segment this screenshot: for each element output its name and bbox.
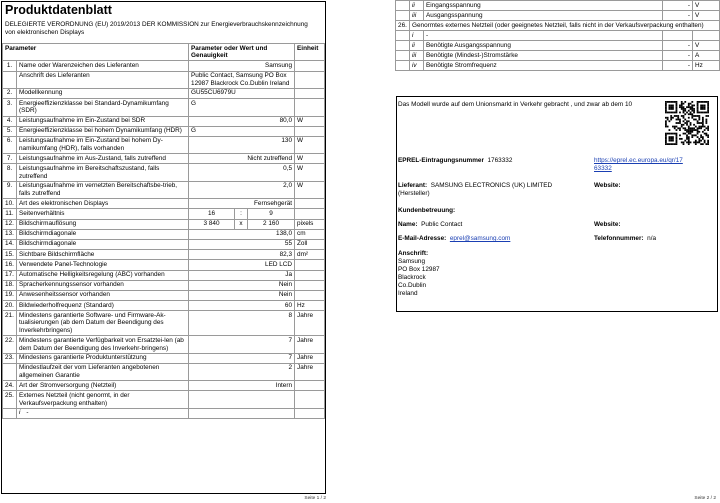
row-value: 8 <box>189 311 295 336</box>
table-row <box>3 408 325 418</box>
row-sub-index: i <box>410 31 424 41</box>
supplier-label: Lieferant: <box>398 182 428 189</box>
row-number <box>396 31 410 41</box>
row-value: LED LCD <box>189 260 295 270</box>
table-row <box>3 154 325 164</box>
table-row <box>3 181 325 198</box>
row-value: Nicht zutreffend <box>189 154 295 164</box>
row-number: 22. <box>3 336 17 353</box>
row-value-b: 2 160 <box>248 219 295 229</box>
row-number: 18. <box>3 280 17 290</box>
table-row <box>396 31 720 41</box>
row-unit: Hz <box>693 61 720 71</box>
row-value: Nein <box>189 280 295 290</box>
product-data-table <box>2 43 325 419</box>
page-2 <box>390 0 720 503</box>
row-label: - <box>424 31 663 41</box>
row-unit <box>295 391 325 408</box>
row-number: 21. <box>3 311 17 336</box>
row-number: 11. <box>3 209 17 219</box>
row-label: Automatische Helligkeitsregelung (ABC) vorhanden <box>17 270 189 280</box>
row-unit <box>295 71 325 88</box>
row-label: Externes Netzteil (nicht genormt, in der Verkaufsverpackung enthalten) <box>17 391 189 408</box>
row-sub-index: iii <box>410 11 424 21</box>
row-number <box>396 51 410 61</box>
row-value: G <box>189 99 295 116</box>
row-label: Name oder Warenzeichen des Lieferanten <box>17 61 189 71</box>
row-number: 9. <box>3 181 17 198</box>
table-row <box>3 199 325 209</box>
row-value: Ja <box>189 270 295 280</box>
row-number: 1. <box>3 61 17 71</box>
row-label: Mindestens garantierte Produktunterstützung <box>17 353 189 363</box>
support-label: Kundenbetreuung: <box>398 207 456 214</box>
address-line: Blackrock <box>398 274 426 281</box>
table-row <box>3 71 325 88</box>
row-number <box>3 408 17 418</box>
qr-code-icon <box>665 101 709 145</box>
row-unit: W <box>295 116 325 126</box>
eprel-link-line-1[interactable]: https://eprel.ec.europa.eu/qr/17 <box>594 157 683 164</box>
row-unit <box>295 408 325 418</box>
row-unit <box>295 381 325 391</box>
row-value: G <box>189 126 295 136</box>
row-label: Spracherkennungssensor vorhanden <box>17 280 189 290</box>
header-value: Parameter oder Wert und Genauigkeit <box>189 44 295 61</box>
row-number: 24. <box>3 381 17 391</box>
table-row <box>3 126 325 136</box>
row-number: 2. <box>3 88 17 98</box>
row-label: Bildschirmdiagonale <box>17 239 189 249</box>
table-header-row <box>3 44 325 61</box>
eprel-reg-label: EPREL-Eintragungsnummer <box>398 157 484 164</box>
row-sub-index: iii <box>410 51 424 61</box>
row-value: 7 <box>189 336 295 353</box>
row-number: 23. <box>3 353 17 363</box>
row-value <box>189 408 295 418</box>
email-link[interactable]: eprel@samsung.com <box>449 235 511 242</box>
row-number: 6. <box>3 136 17 153</box>
row-unit <box>295 260 325 270</box>
address-line: Ireland <box>398 290 418 297</box>
row-label: Energieeffizienzklasse bei Standard-Dynamikumfang (SDR) <box>17 99 189 116</box>
row-unit <box>295 99 325 116</box>
row-unit: V <box>693 41 720 51</box>
page-number: Seite 2 / 2 <box>694 496 716 502</box>
row-value: - <box>663 1 693 11</box>
row-label: Modellkennung <box>17 88 189 98</box>
row-number <box>396 1 410 11</box>
row-label: Mindestens garantierte Verfügbarkeit von Ersatztei-len (ab dem Datum der Beendigung des Inverkehr-bringens) <box>17 336 189 353</box>
eprel-box <box>396 96 718 312</box>
page-1 <box>0 0 330 503</box>
row-value: - <box>663 41 693 51</box>
row-number: 12. <box>3 219 17 229</box>
name-label: Name: <box>398 221 418 228</box>
row-number: 26. <box>396 21 410 31</box>
row-number: 19. <box>3 290 17 300</box>
address-label: Anschrift: <box>398 250 429 257</box>
address-line: Co.Dublin <box>398 282 427 289</box>
row-number <box>3 71 17 88</box>
eprel-link-line-2[interactable]: 63332 <box>594 165 612 172</box>
row-label: Leistungsaufnahme im Ein-Zustand bei SDR <box>17 116 189 126</box>
table-row <box>3 164 325 181</box>
table-row <box>3 311 325 336</box>
table-row <box>3 270 325 280</box>
row-label: Sichtbare Bildschirmfläche <box>17 250 189 260</box>
supplier-value: SAMSUNG ELECTRONICS (UK) LIMITED (Hersteller) <box>398 182 553 197</box>
row-label: Bildschirmauflösung <box>17 219 189 229</box>
row-value: 60 <box>189 301 295 311</box>
row-unit <box>295 88 325 98</box>
row-unit: W <box>295 136 325 153</box>
row-value: 82,3 <box>189 250 295 260</box>
row-number: 7. <box>3 154 17 164</box>
row-label: Ausgangsspannung <box>424 11 663 21</box>
row-label: Leistungsaufnahme im Ein-Zustand bei hohem Dy-namikumfang (HDR), falls vorhanden <box>17 136 189 153</box>
row-unit: Zoll <box>295 239 325 249</box>
row-value-a: 3 840 <box>189 219 235 229</box>
row-label: Seitenverhältnis <box>17 209 189 219</box>
row-unit: A <box>693 51 720 61</box>
row-number: 4. <box>3 116 17 126</box>
row-label: Benötigte Stromfrequenz <box>424 61 663 71</box>
row-number <box>3 363 17 380</box>
row-value: Samsung <box>189 61 295 71</box>
table-row <box>3 363 325 380</box>
row-unit: W <box>295 181 325 198</box>
row-label-text: - <box>26 409 29 417</box>
table-row <box>3 136 325 153</box>
row-value: 138,0 <box>189 229 295 239</box>
table-row <box>3 353 325 363</box>
table-row <box>3 239 325 249</box>
row-value: 55 <box>189 239 295 249</box>
row-value: 0,5 <box>189 164 295 181</box>
row-unit: W <box>295 154 325 164</box>
row-unit: cm <box>295 229 325 239</box>
row-label: Eingangsspannung <box>424 1 663 11</box>
row-unit <box>693 31 720 41</box>
row-label: Genormtes externes Netzteil (oder geeignetes Netzteil, falls nicht in der Verkaufsverpackung enthalten) <box>410 21 720 31</box>
row-number: 14. <box>3 239 17 249</box>
header-unit: Einheit <box>295 44 325 61</box>
row-value <box>663 31 693 41</box>
row-value <box>189 391 295 408</box>
row-number: 16. <box>3 260 17 270</box>
row-value-sep: : <box>235 209 248 219</box>
row-sub-index: ii <box>410 41 424 51</box>
row-label: Energieeffizienzklasse bei hohem Dynamikumfang (HDR) <box>17 126 189 136</box>
row-sub-index: ii <box>410 1 424 11</box>
row-number: 13. <box>3 229 17 239</box>
row-number: 3. <box>3 99 17 116</box>
table-row <box>3 290 325 300</box>
row-unit: W <box>295 164 325 181</box>
row-value: Public Contact, Samsung PO Box 12987 Blackrock Co.Dublin Ireland <box>189 71 295 88</box>
row-unit: Hz <box>295 301 325 311</box>
row-label <box>17 408 189 418</box>
table-row <box>3 280 325 290</box>
row-value: 80,0 <box>189 116 295 126</box>
row-label: Mindestlaufzeit der vom Lieferanten angebotenen allgemeinen Garantie <box>17 363 189 380</box>
row-number <box>396 11 410 21</box>
row-unit: V <box>693 1 720 11</box>
name-value: Public Contact <box>421 221 463 228</box>
table-row <box>3 301 325 311</box>
table-row <box>3 209 325 219</box>
table-row <box>3 219 325 229</box>
row-label: Bildschirmdiagonale <box>17 229 189 239</box>
row-number <box>396 61 410 71</box>
row-unit <box>295 290 325 300</box>
row-value-b: 9 <box>248 209 295 219</box>
table-row <box>396 1 720 11</box>
table-row <box>3 229 325 239</box>
address-block <box>398 250 440 298</box>
row-label: Leistungsaufnahme im Bereitschaftszustand, falls zutreffend <box>17 164 189 181</box>
row-label: Anschrift des Lieferanten <box>17 71 189 88</box>
table-row <box>396 51 720 61</box>
row-value: 2 <box>189 363 295 380</box>
market-date-text: Das Modell wurde auf dem Unionsmarkt in Verkehr gebracht , und zwar ab dem 10 <box>398 101 633 108</box>
row-sub-index: iv <box>410 61 424 71</box>
row-label: Mindestens garantierte Software- und Firmware-Ak-tualisierungen (ab dem Datum der Beendigung des Inverkehrbringens) <box>17 311 189 336</box>
row-value: Fernsehgerät <box>189 199 295 209</box>
row-unit <box>295 270 325 280</box>
row-value: GU55CU6979U <box>189 88 295 98</box>
row-number: 25. <box>3 391 17 408</box>
row-value: 7 <box>189 353 295 363</box>
row-number: 10. <box>3 199 17 209</box>
table-row <box>3 88 325 98</box>
row-unit: Jahre <box>295 363 325 380</box>
row-label: Benötigte (Mindest-)Stromstärke <box>424 51 663 61</box>
table-row <box>3 99 325 116</box>
table-row <box>3 116 325 126</box>
row-label: Leistungsaufnahme im vernetzten Bereitschaftsbe-trieb, falls zutreffend <box>17 181 189 198</box>
table-row <box>3 61 325 71</box>
row-number: 8. <box>3 164 17 181</box>
row-number: 17. <box>3 270 17 280</box>
row-label: Art des elektronischen Displays <box>17 199 189 209</box>
regulation-subtitle: DELEGIERTE VERORDNUNG (EU) 2019/2013 DER KOMMISSION zur Energieverbrauchskennzeichnung von elektronischen Displays <box>5 21 308 36</box>
row-label: Art der Stromversorgung (Netzteil) <box>17 381 189 391</box>
header-param: Parameter <box>3 44 189 61</box>
address-line: Samsung <box>398 258 425 265</box>
row-sub-index: i <box>19 409 21 417</box>
row-value: Nein <box>189 290 295 300</box>
row-unit: Jahre <box>295 336 325 353</box>
row-unit: Jahre <box>295 311 325 336</box>
table-row <box>3 391 325 408</box>
website-label-2: Website: <box>594 221 621 228</box>
row-value: 2,0 <box>189 181 295 198</box>
page-title: Produktdatenblatt <box>5 3 112 17</box>
row-label: Anwesenheitssensor vorhanden <box>17 290 189 300</box>
row-unit: pixels <box>295 219 325 229</box>
table-row <box>396 61 720 71</box>
table-row <box>396 41 720 51</box>
phone-label: Telefonnummer: <box>594 235 644 242</box>
eprel-reg-value: 1763332 <box>487 157 513 164</box>
address-line: PO Box 12987 <box>398 266 440 273</box>
table-row <box>3 336 325 353</box>
table-row <box>396 21 720 31</box>
row-value: 130 <box>189 136 295 153</box>
row-value: - <box>663 11 693 21</box>
table-row <box>3 260 325 270</box>
table-row <box>3 250 325 260</box>
row-unit <box>295 126 325 136</box>
row-number: 15. <box>3 250 17 260</box>
row-value-sep: x <box>235 219 248 229</box>
page-number: Seite 1 / 2 <box>304 496 326 502</box>
website-label: Website: <box>594 182 621 189</box>
row-label: Verwendete Panel-Technologie <box>17 260 189 270</box>
row-value: - <box>663 51 693 61</box>
row-value: - <box>663 61 693 71</box>
row-label: Bildwiederholfrequenz (Standard) <box>17 301 189 311</box>
row-unit <box>295 280 325 290</box>
row-unit <box>295 209 325 219</box>
row-value: Intern <box>189 381 295 391</box>
phone-value: n/a <box>647 235 657 242</box>
row-label: Leistungsaufnahme im Aus-Zustand, falls zutreffend <box>17 154 189 164</box>
table-row <box>3 381 325 391</box>
row-value-a: 16 <box>189 209 235 219</box>
table-row <box>396 11 720 21</box>
row-unit <box>295 199 325 209</box>
row-unit <box>295 61 325 71</box>
row-number: 20. <box>3 301 17 311</box>
row-number: 5. <box>3 126 17 136</box>
row-unit: Jahre <box>295 353 325 363</box>
power-supply-table <box>395 0 720 71</box>
row-label: Benötigte Ausgangsspannung <box>424 41 663 51</box>
row-unit: V <box>693 11 720 21</box>
email-label: E-Mail-Adresse: <box>398 235 447 242</box>
row-number <box>396 41 410 51</box>
row-unit: dm² <box>295 250 325 260</box>
